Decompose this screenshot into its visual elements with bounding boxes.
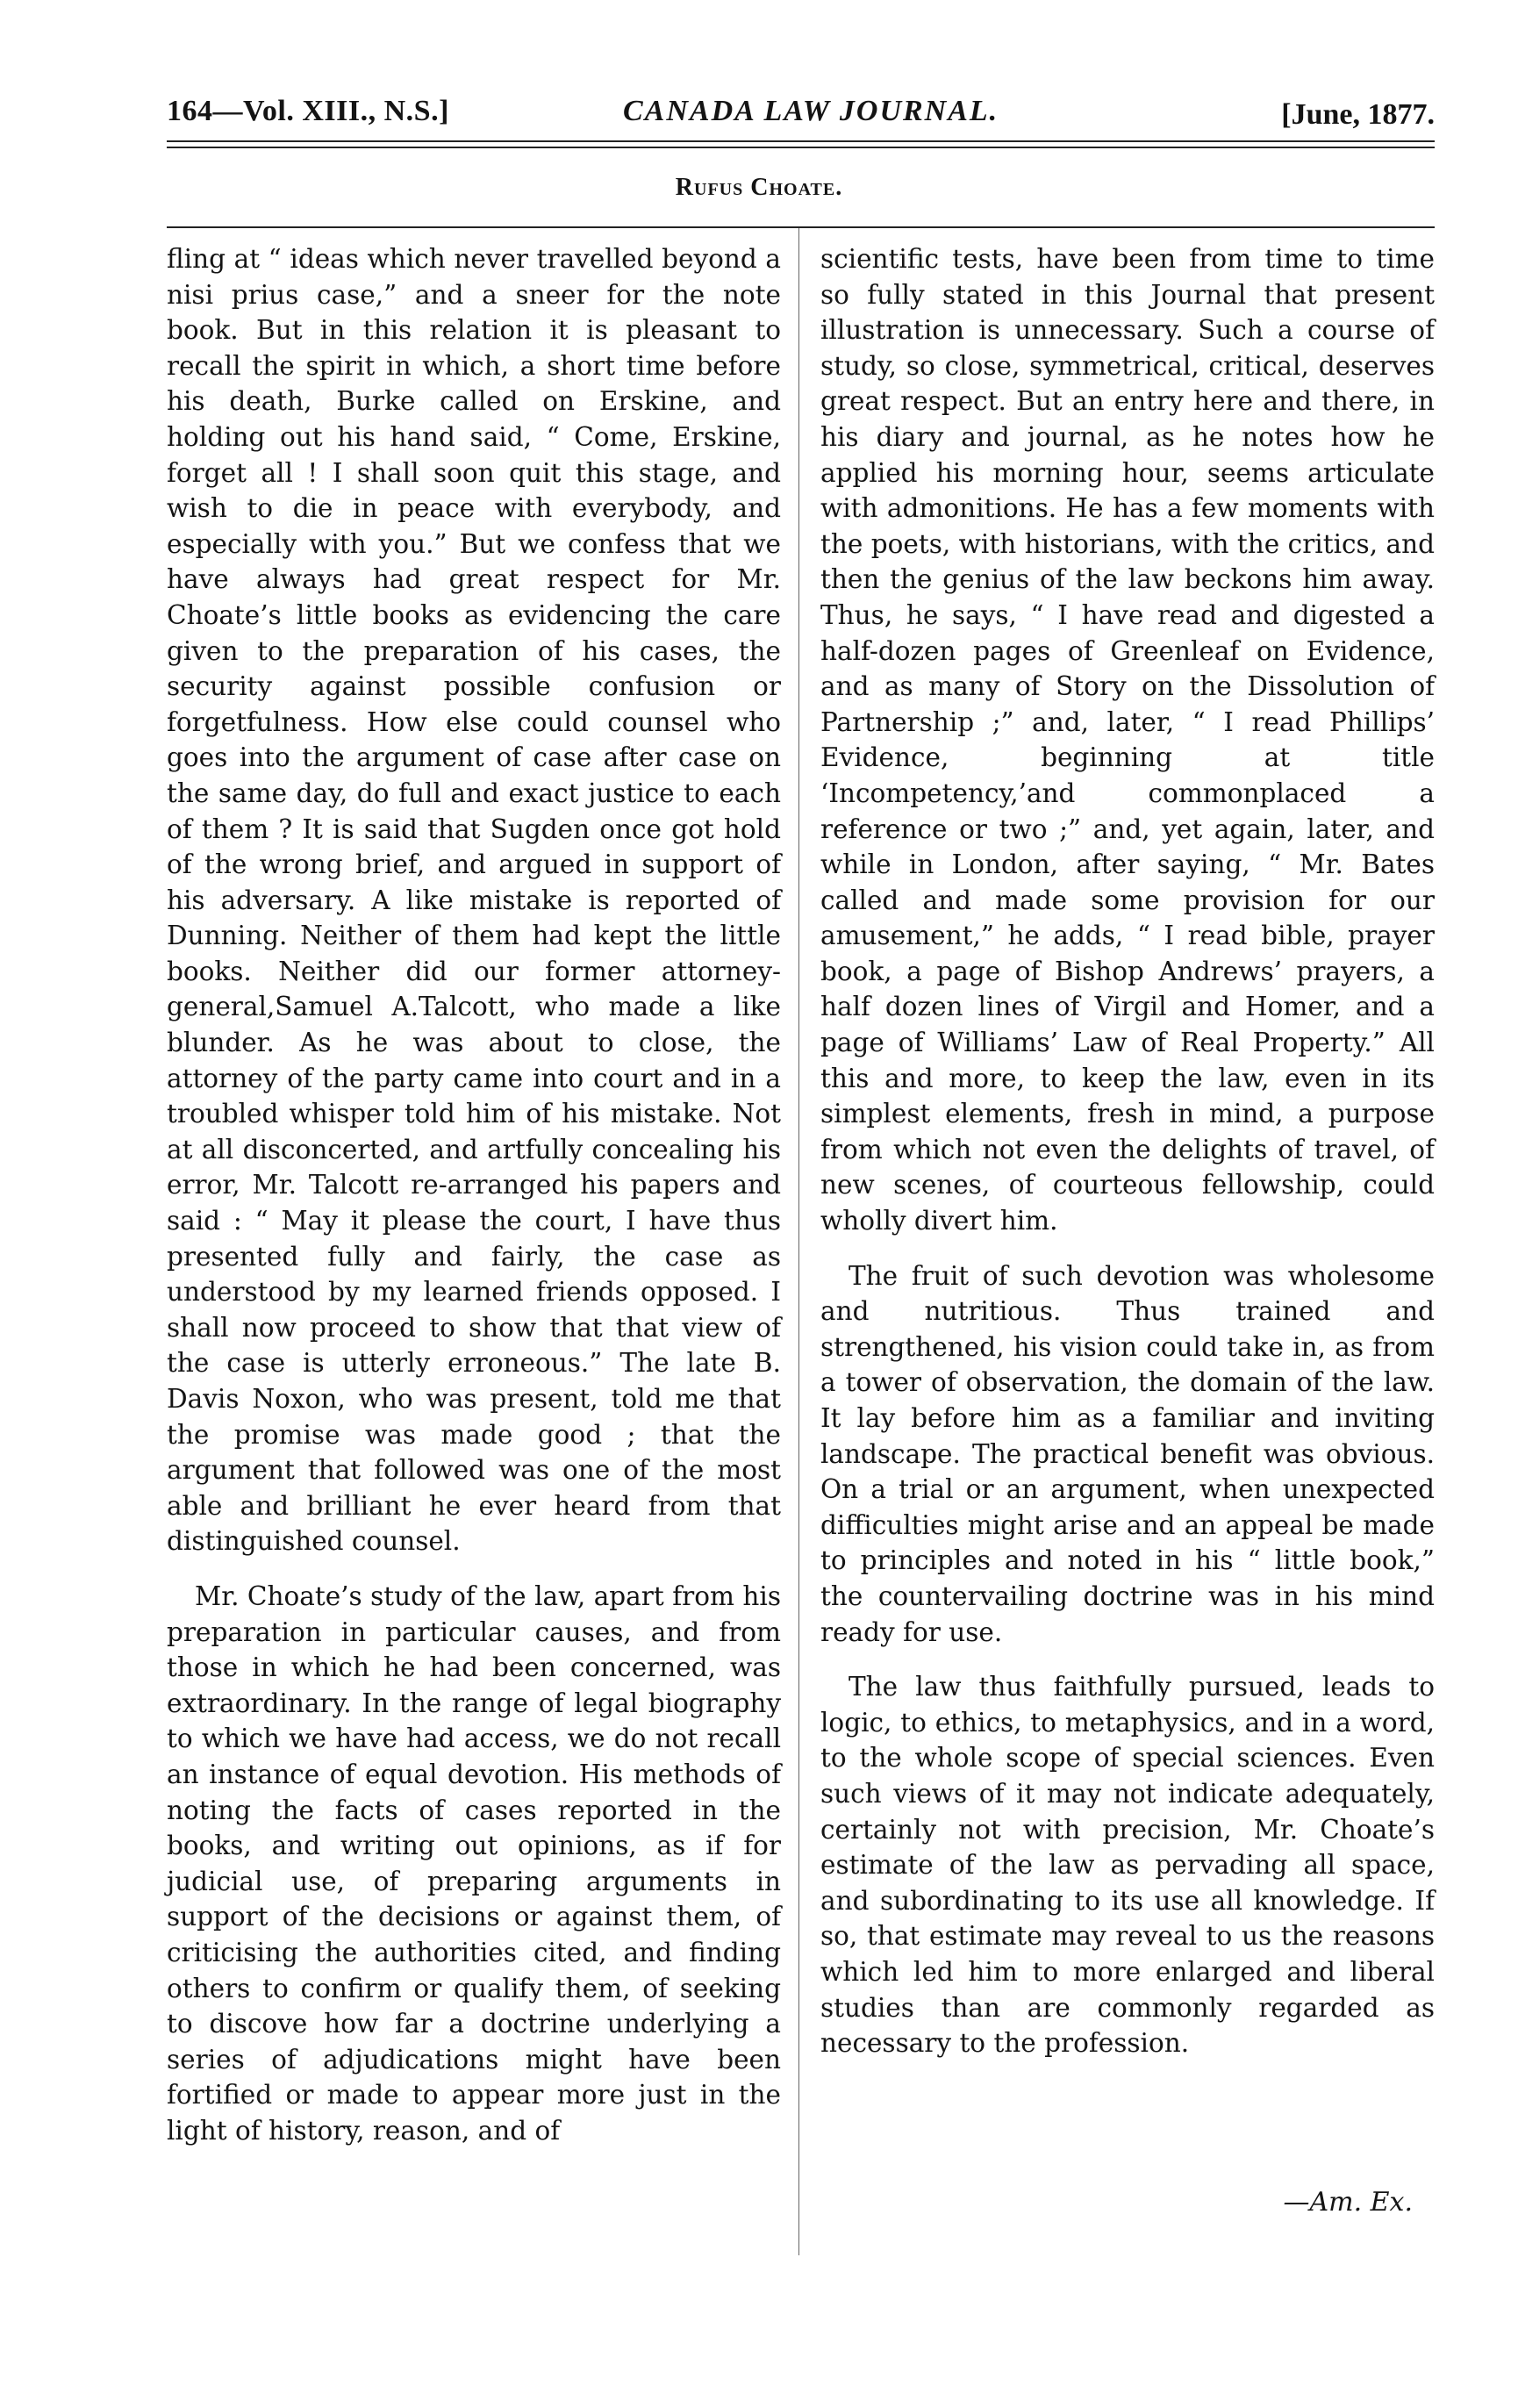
- page-header: [167, 88, 1435, 132]
- source-attribution: —Am. Ex.: [1283, 2187, 1413, 2218]
- header-rule-bottom: [167, 147, 1435, 148]
- article-title: Rufus Choate.: [675, 174, 843, 201]
- right-column: [820, 241, 1435, 2061]
- left-column: [167, 241, 781, 2148]
- paragraph: scientific tests, have been from time to time so fully stated in this Journal that present illustration is unnecessary. Such a course of study, so close, symmetrical, critical, deserves great respect. But an entry here and there, in his diary and journal, as he notes how he applied his morning hour, seems articulate with admonitions. He has a few moments with the poets, with historians, with the critics, and then the genius of the law beckons him away. Thus, he says, “ I have read and digested a half-dozen pages of Greenleaf on Evidence, and as many of Story on the Dissolution of Partnership ;” and, later, “ I read Phillips’ Evidence, beginning at title ‘Incompetency,’and commonplaced a reference or two ;” and, yet again, later, and while in London, after saying, “ Mr. Bates called and made some provision for our amusement,” he adds, “ I read bible, prayer book, a page of Bishop Andrews’ prayers, a half dozen lines of Virgil and Homer, and a page of Williams’ Law of Real Property.” All this and more, to keep the law, even in its simplest elements, fresh in mind, a purpose from which not even the delights of travel, of new scenes, of courteous fellowship, could wholly divert him.: [820, 244, 1435, 1236]
- paragraph: fling at “ ideas which never travelled beyond a nisi prius case,” and a sneer for the note book. But in this relation it is pleasant to recall the spirit in which, a short time before his death, Burke called on Erskine, and holding out his hand said, “ Come, Erskine, forget all ! I shall soon quit this stage, and wish to die in peace with everybody, and especially with you.” But we confess that we have always had great respect for Mr. Choate’s little books as evidencing the care given to the preparation of his cases, the security against possible confusion or forgetfulness. How else could counsel who goes into the argument of case after case on the same day, do full and exact justice to each of them ? It is said that Sugden once got hold of the wrong brief, and argued in support of his adversary. A like mistake is reported of Dunning. Neither of them had kept the little books. Neither did our former attorney-general,Samuel A.Talcott, who made a like blunder. As he was about to close, the attorney of the party came into court and in a troubled whisper told him of his mistake. Not at all disconcerted, and artfully concealing his error, Mr. Talcott re-arranged his papers and said : “ May it please the court, I have thus presented fully and fairly, the case as understood by my learned friends opposed. I shall now proceed to show that that view of the case is utterly erroneous.” The late B. Davis Noxon, who was present, told me that the promise was made good ; that the argument that followed was one of the most able and brilliant he ever heard from that distinguished counsel.: [167, 244, 781, 1557]
- title-rule: [167, 226, 1435, 228]
- issue-date: [June, 1877.: [1281, 98, 1435, 131]
- paragraph: Mr. Choate’s study of the law, apart from his preparation in particular causes, and from those in which he had been concerned, was extraordinary. In the range of legal biography to which we have had access, we do not recall an instance of equal devotion. His methods of noting the facts of cases reported in the books, and writing out opinions, as if for judicial use, of preparing arguments in support of the decisions or against them, of criticising the authorities cited, and finding others to confirm or qualify them, of seeking to discove how far a doctrine underlying a series of adjudications might have been fortified or made to appear more just in the light of history, reason, and of: [167, 1580, 781, 2146]
- journal-title: CANADA LAW JOURNAL.: [623, 95, 999, 127]
- paragraph: The law thus faithfully pursued, leads to logic, to ethics, to metaphysics, and in a word, to the whole scope of special sciences. Even such views of it may not indicate adequately, certainly not with precision, Mr. Choate’s estimate of the law as pervading all space, and subordinating to its use all knowledge. If so, that estimate may reveal to us the reasons which led him to more enlarged and liberal studies than are commonly regarded as necessary to the profession.: [820, 1672, 1435, 2059]
- column-divider: [798, 228, 799, 2255]
- paragraph: The fruit of such devotion was wholesome and nutritious. Thus trained and strengthened, his vision could take in, as from a tower of observation, the domain of the law. It lay before him as a familiar and inviting landscape. The practical benefit was obvious. On a trial or an argument, when unexpected difficulties might arise and an appeal be made to principles and noted in his “ little book,” the countervailing doctrine was in his mind ready for use.: [820, 1260, 1435, 1647]
- page-volume: 164—Vol. XIII., N.S.]: [167, 95, 449, 127]
- header-rule-top: [167, 140, 1435, 142]
